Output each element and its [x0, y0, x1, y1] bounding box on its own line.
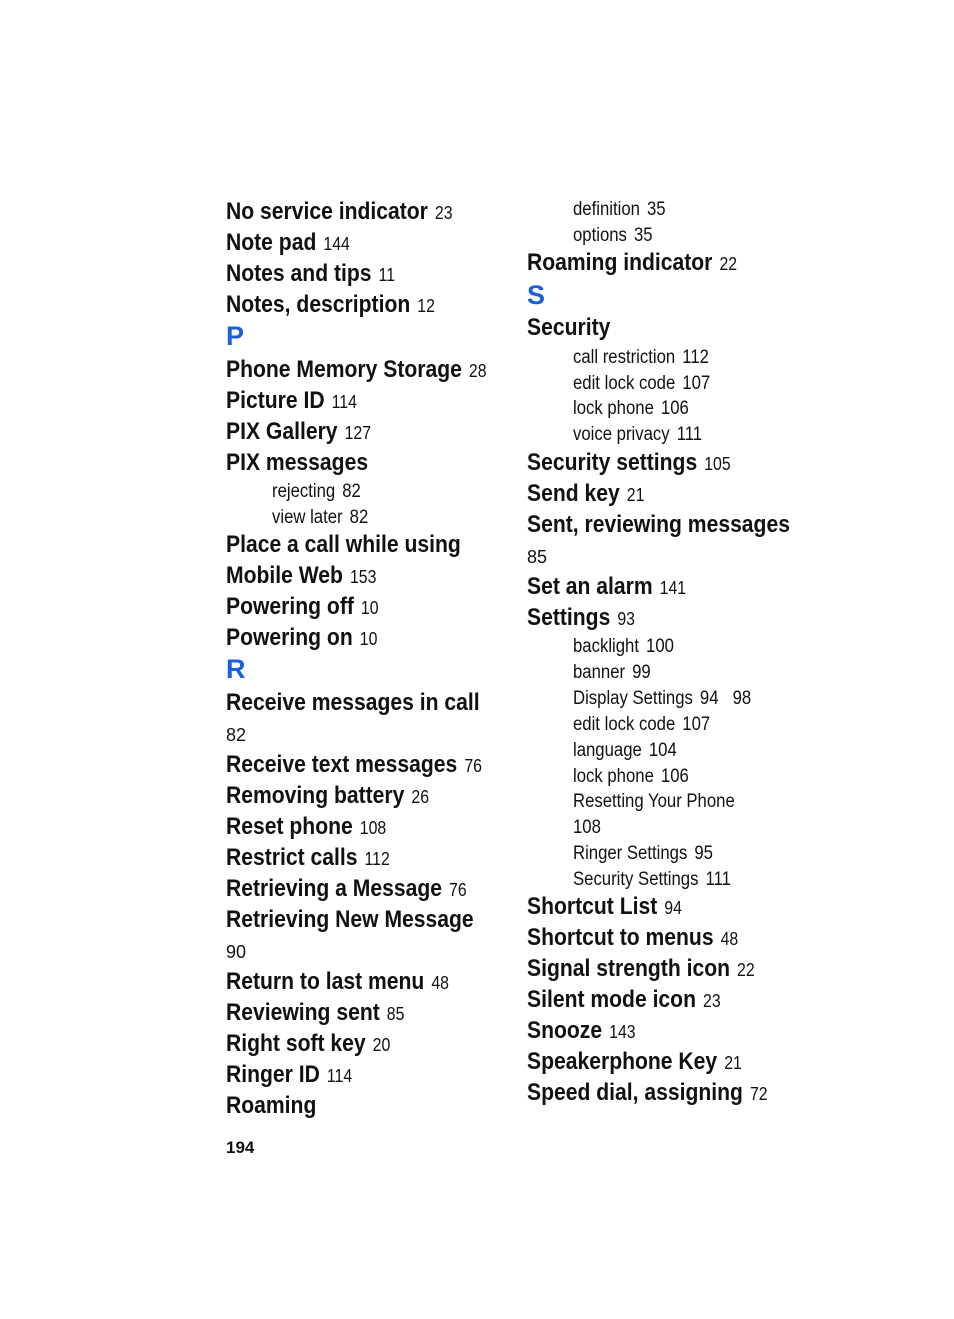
entry-term: Sent, reviewing messages: [527, 511, 790, 538]
entry-page-number: 23: [434, 203, 453, 223]
entry-page-number: 10: [360, 598, 379, 618]
index-entry: [226, 262, 395, 286]
entry-page-number: 108: [359, 818, 387, 838]
entry-term: Ringer ID: [226, 1061, 320, 1088]
index-subentry: [573, 399, 689, 418]
index-entry: [226, 533, 461, 557]
entry-page-number: 112: [682, 347, 709, 368]
index-entry: [226, 908, 474, 932]
entry-term: Right soft key: [226, 1030, 366, 1057]
entry-term: Phone Memory Storage: [226, 356, 462, 383]
entry-page-number: 99: [632, 662, 651, 683]
index-subentry: [573, 425, 702, 444]
entry-term: options: [573, 225, 627, 246]
entry-term: Retrieving New Message: [226, 906, 474, 933]
entry-term: Snooze: [527, 1017, 603, 1044]
index-entry: [226, 1032, 390, 1056]
index-subentry: [573, 374, 710, 393]
entry-term: Shortcut List: [527, 893, 658, 920]
index-entry: [527, 513, 790, 537]
entry-term: Mobile Web: [226, 562, 343, 589]
entry-page-number: 93: [617, 609, 635, 629]
entry-page-number: 76: [464, 756, 482, 776]
entry-term: Security Settings: [573, 869, 699, 890]
entry-page-number: 48: [720, 929, 739, 949]
entry-term: Signal strength icon: [527, 955, 731, 982]
entry-page-number: 114: [326, 1066, 353, 1086]
entry-term: PIX messages: [226, 449, 369, 476]
index-subentry: [573, 689, 751, 708]
entry-term: Receive messages in call: [226, 689, 480, 716]
entry-page-number: 100: [646, 636, 674, 657]
index-entry: [226, 200, 453, 224]
index-entry: [226, 626, 377, 650]
entry-term: Note pad: [226, 229, 317, 256]
index-entry: [226, 293, 435, 317]
entry-term: voice privacy: [573, 424, 670, 445]
entry-page-number: 111: [705, 869, 731, 890]
index-subentry: [272, 482, 361, 501]
entry-term: Place a call while using: [226, 531, 461, 558]
entry-page-number: 112: [364, 849, 390, 869]
index-entry: [226, 691, 480, 715]
entry-page-number: 11: [378, 265, 396, 285]
entry-page-number: 72: [749, 1084, 768, 1104]
entry-term: backlight: [573, 636, 639, 657]
entry-term: PIX Gallery: [226, 418, 338, 445]
index-subentry: [573, 715, 710, 734]
index-subentry: [573, 741, 677, 760]
index-entry: [226, 970, 449, 994]
entry-term: rejecting: [272, 481, 336, 502]
entry-term: Notes, description: [226, 291, 411, 318]
entry-term: Security settings: [527, 449, 698, 476]
entry-page-number: 21: [724, 1053, 742, 1073]
index-entry: [226, 784, 429, 808]
index-subentry: [272, 508, 368, 527]
entry-term: Restrict calls: [226, 844, 358, 871]
entry-term: Ringer Settings: [573, 843, 688, 864]
index-subentry: [573, 226, 653, 245]
entry-page-number: 85: [386, 1004, 405, 1024]
index-entry: [527, 575, 686, 599]
index-subentry: [573, 792, 735, 811]
entry-page-number: 28: [468, 361, 487, 381]
index-entry: [226, 815, 386, 839]
entry-page-number: 22: [719, 254, 738, 274]
index-entry: [226, 753, 482, 777]
index-entry: [226, 420, 371, 444]
entry-term: Settings: [527, 604, 611, 631]
index-entry: [226, 1001, 404, 1025]
entry-term: Shortcut to menus: [527, 924, 714, 951]
index-entry: [527, 482, 644, 506]
entry-page-number: 35: [646, 199, 666, 220]
index-subentry: [573, 844, 713, 863]
entry-page-number: 153: [349, 567, 377, 587]
index-entry: [527, 251, 737, 275]
index-subentry: [573, 767, 689, 786]
entry-term: Receive text messages: [226, 751, 458, 778]
entry-term: Display Settings: [573, 688, 693, 709]
index-entry: [527, 957, 755, 981]
index-entry: [527, 316, 610, 340]
index-entry: [527, 895, 682, 919]
entry-page-number: 76: [449, 880, 467, 900]
index-subentry: [573, 870, 731, 889]
entry-term: Removing battery: [226, 782, 405, 809]
index-subentry: [573, 200, 666, 219]
index-entry: [226, 1094, 316, 1118]
entry-page-number: 114: [331, 392, 357, 412]
index-letter-heading: S: [527, 280, 546, 310]
entry-term: lock phone: [573, 398, 654, 419]
entry-term: Speakerphone Key: [527, 1048, 718, 1075]
entry-term: Powering on: [226, 624, 353, 651]
entry-term: language: [573, 740, 642, 761]
entry-term: 108: [573, 817, 601, 838]
index-entry: [527, 606, 635, 630]
entry-page-number: 127: [344, 423, 372, 443]
entry-page-number: 141: [659, 578, 687, 598]
index-entry: [226, 231, 350, 255]
index-entry: [226, 389, 357, 413]
index-letter-heading: P: [226, 321, 245, 351]
index-page-ref-continued: 82: [226, 725, 247, 745]
index-entry: [226, 846, 390, 870]
entry-page-number: 22: [737, 960, 755, 980]
entry-term: Silent mode icon: [527, 986, 696, 1013]
entry-page-number: 105: [704, 454, 731, 474]
entry-page-number: 10: [359, 629, 378, 649]
entry-term: Send key: [527, 480, 620, 507]
entry-term: Set an alarm: [527, 573, 653, 600]
entry-term: edit lock code: [573, 373, 676, 394]
entry-term: Retrieving a Message: [226, 875, 442, 902]
entry-term: definition: [573, 199, 640, 220]
entry-term: Reviewing sent: [226, 999, 380, 1026]
index-subentry: [573, 663, 651, 682]
entry-page-number: 111: [676, 424, 703, 445]
index-subentry: [573, 637, 674, 656]
entry-page-number: 104: [648, 740, 677, 761]
index-page-ref-continued: 90: [226, 942, 247, 962]
entry-page-number: 144: [323, 234, 350, 254]
entry-page-number: 106: [660, 398, 689, 419]
index-entry: [226, 877, 467, 901]
entry-term: Powering off: [226, 593, 354, 620]
index-entry: [226, 1063, 352, 1087]
entry-term: Roaming indicator: [527, 249, 713, 276]
entry-term: edit lock code: [573, 714, 676, 735]
entry-term: lock phone: [573, 766, 654, 787]
entry-term: call restriction: [573, 347, 676, 368]
entry-page-number: 21: [626, 485, 645, 505]
entry-page-number: 95: [694, 843, 713, 864]
entry-term: Speed dial, assigning: [527, 1079, 743, 1106]
entry-page-number: 26: [411, 787, 430, 807]
entry-term: No service indicator: [226, 198, 428, 225]
index-subentry: [573, 348, 709, 367]
entry-page-number: 82: [342, 481, 361, 502]
index-letter-heading: R: [226, 654, 246, 684]
entry-page-number: 94: [699, 688, 719, 709]
entry-page-number: 23: [703, 991, 721, 1011]
entry-term: Notes and tips: [226, 260, 372, 287]
index-entry: [226, 595, 379, 619]
entry-page-number: 107: [682, 373, 711, 394]
entry-term: Return to last menu: [226, 968, 425, 995]
entry-page-number: 82: [349, 507, 369, 528]
index-entry: [226, 564, 376, 588]
entry-page-number: 48: [431, 973, 449, 993]
entry-term: Picture ID: [226, 387, 325, 414]
entry-term: banner: [573, 662, 626, 683]
index-entry: [527, 926, 738, 950]
entry-page-number: 98: [732, 688, 752, 709]
index-entry: [527, 451, 731, 475]
entry-term: Roaming: [226, 1092, 317, 1119]
entry-term: Security: [527, 314, 611, 341]
index-entry: [527, 1081, 768, 1105]
page-number: 194: [226, 1138, 255, 1157]
entry-term: view later: [272, 507, 343, 528]
entry-page-number: 143: [609, 1022, 636, 1042]
index-entry: [226, 451, 368, 475]
entry-page-number: 94: [664, 898, 682, 918]
index-entry: [226, 358, 487, 382]
entry-page-number: 106: [660, 766, 689, 787]
entry-term: Reset phone: [226, 813, 353, 840]
index-entry: [527, 1019, 636, 1043]
entry-page-number: 35: [633, 225, 653, 246]
index-entry: [527, 988, 721, 1012]
entry-page-number: 20: [372, 1035, 391, 1055]
entry-term: Resetting Your Phone: [573, 791, 735, 812]
index-entry: [527, 1050, 742, 1074]
index-page-ref-continued: 85: [527, 547, 548, 567]
entry-page-number: 12: [417, 296, 435, 316]
index-subentry: [573, 818, 601, 837]
entry-page-number: 107: [682, 714, 711, 735]
